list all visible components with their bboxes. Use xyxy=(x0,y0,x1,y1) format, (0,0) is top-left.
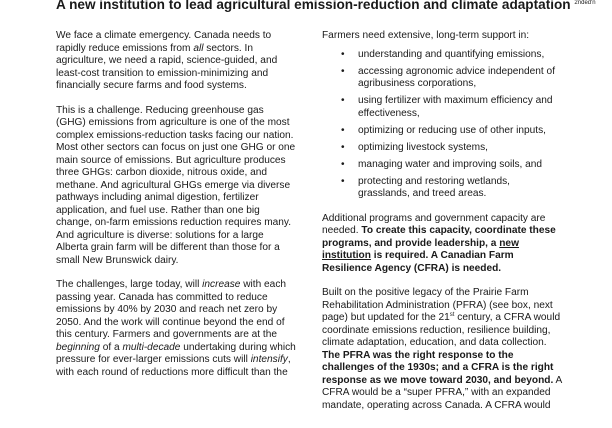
text-run: Built on the positive legacy of the Prairie Farm Rehabilitation Administration (PFRA) (see box, next page) but updated for the 21 xyxy=(322,287,553,323)
text-run: The challenges, large today, will xyxy=(56,279,203,290)
right-column xyxy=(322,30,562,424)
emphasis-text: increase xyxy=(202,279,241,290)
edition-suffix: ed'n xyxy=(584,0,596,6)
text-run: of a xyxy=(99,341,123,353)
text-run: A CFRA would be a “super PFRA,” with an expanded mandate, operating across Canada. A CFRA would xyxy=(322,374,562,411)
left-column xyxy=(56,30,296,391)
list-item: • optimizing livestock systems, xyxy=(322,142,562,155)
emphasis-text: beginning xyxy=(56,341,100,353)
paragraph-pfra-legacy xyxy=(322,287,562,412)
bold-text: is required. A Canadian Farm Resilience Agency (CFRA) is needed. xyxy=(322,250,514,274)
text-run: with each passing year. Canada has committed to reduce emissions by 40% by 2030 and reach net zero by 2050. And the work will continue beyond the end of this century. Farmers and governments are at the xyxy=(56,279,287,340)
text-run: , with each round of reductions more difficult than the xyxy=(56,354,291,378)
edition-ordinal: nd xyxy=(577,0,585,6)
title-text: A new institution to lead agricultural emission-reduction and climate adaptation xyxy=(56,0,571,12)
emphasis-text: all xyxy=(193,42,204,54)
text-run: Additional programs and government capacity are needed. xyxy=(322,212,546,236)
list-item: • optimizing or reducing use of other inputs, xyxy=(322,125,562,138)
list-item: • understanding and quantifying emissions, xyxy=(322,49,562,62)
paragraph-increasing-challenges xyxy=(56,279,296,379)
text-run: undertaking during which pressure for ever-larger emissions cuts will xyxy=(56,341,296,365)
underlined-bold-text: new institution xyxy=(322,237,519,261)
text-run: sectors. In agriculture, we need a rapid, science-guided, and least-cost transition to emission-minimizing and financially secure farms and food systems. xyxy=(56,42,278,91)
bold-text: The PFRA was the right response to the challenges of the 1930s; and a CFRA is the right response as we move toward 2030, and beyond. xyxy=(322,349,554,386)
document-title xyxy=(56,0,596,13)
text-run: We face a climate emergency. Canada needs to rapidly reduce emissions from xyxy=(56,30,272,54)
bold-text: To create this capacity, coordinate these programs, and provide leadership, a xyxy=(322,225,556,249)
support-list xyxy=(322,49,562,201)
list-item: • managing water and improving soils, and xyxy=(322,159,562,172)
emphasis-text: multi-decade xyxy=(122,341,181,353)
edition-number: 2 xyxy=(574,0,578,6)
list-item: • using fertilizer with maximum efficiency and effectiveness, xyxy=(322,95,562,120)
list-item: • protecting and restoring wetlands, grasslands, and treed areas. xyxy=(322,176,562,201)
paragraph-challenge: This is a challenge. Reducing greenhouse gas (GHG) emissions from agriculture is one of the most complex emissions-reduction tasks facing our nation. Most other sectors can focus on just one GHG or one main source of emissions. But agriculture produces three GHGs: carbon dioxide, nitrous oxide, and methane. And agricultural GHGs emerge via diverse pathways including animal digestion, fertilizer application, and fuel use. Rather than one big change, on-farm emissions reduction requires many. And agriculture is diverse: solutions for a large Alberta grain farm will be different than those for a small New Brunswick dairy. xyxy=(56,104,296,266)
paragraph-new-institution xyxy=(322,213,562,276)
text-run: century, a CFRA would coordinate emissions reduction, resilience building, climate adaptation, education, and data collection. xyxy=(322,312,561,348)
superscript: st xyxy=(449,312,455,318)
paragraph-climate-emergency xyxy=(56,30,296,93)
list-item: • accessing agronomic advice independent of agribusiness corporations, xyxy=(322,66,562,91)
support-intro: Farmers need extensive, long-term support in: xyxy=(322,30,530,41)
emphasis-text: intensify xyxy=(250,354,288,365)
